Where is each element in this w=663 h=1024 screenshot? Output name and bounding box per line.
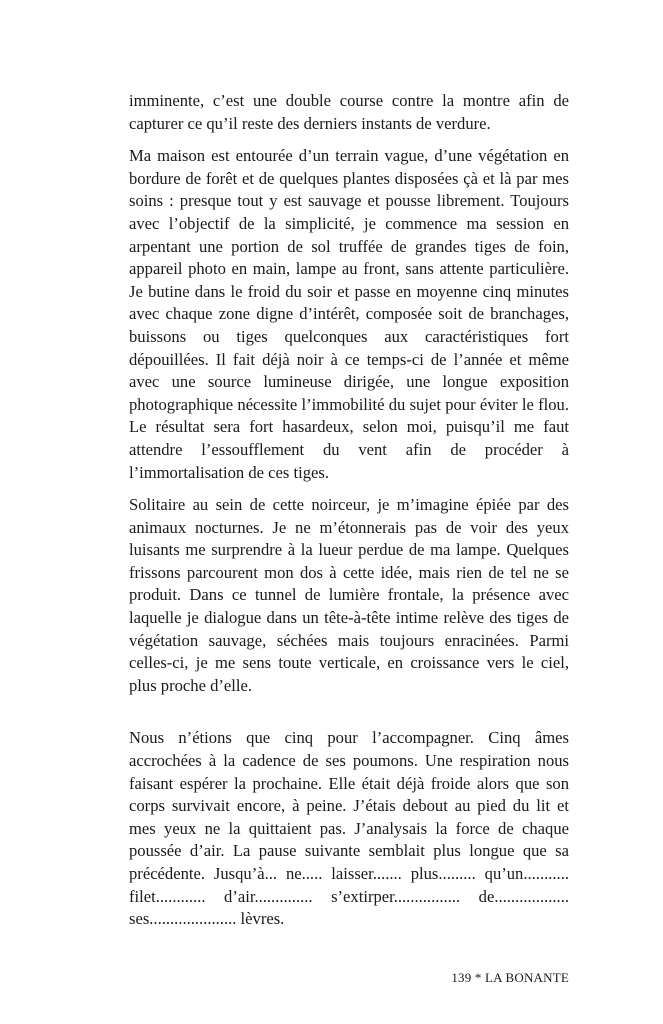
page-body xyxy=(129,90,569,941)
footer-text: 139 * LA BONANTE xyxy=(451,970,569,985)
paragraph-solitude: Solitaire au sein de cette noirceur, je m’imagine épiée par des animaux nocturnes. Je ne m’étonnerais pas de voir des yeux luisants me surprendre à la lueur perdue de ma lampe. Quelques frissons parcourent mon dos à cette idée, mais rien de tel ne se produit. Dans ce tunnel de lumière frontale, la présence avec laquelle je dialogue dans un tête-à-tête intime relève des tiges de végétation sauvage, séchées mais toujours enracinées. Parmi celles-ci, je me sens toute verticale, en croissance vers le ciel, plus proche d’elle. xyxy=(129,495,569,695)
paragraph-breathing: Nous n’étions que cinq pour l’accompagner. Cinq âmes accrochées à la cadence de ses poumons. Une respiration nous faisant espérer la prochaine. Elle était déjà froide alors que son corps survivait encore, à peine. J’étais debout au pied du lit et mes yeux ne la quittaient pas. J’analysais la force de chaque poussée d’air. La pause suivante semblait plus longue que sa précédente. Jusqu’à... ne..... laisser....... plus......... qu’un........... filet............ d’air.............. s’extirper................ de.................. ses..................... lèvres. xyxy=(129,728,569,929)
running-footer xyxy=(451,970,569,986)
paragraph-house: Ma maison est entourée d’un terrain vague, d’une végétation en bordure de forêt et de quelques plantes disposées çà et là par mes soins : presque tout y est sauvage et pousse librement. Toujours avec l’objectif de la simplicité, je commence ma session en arpentant une portion de sol truffée de grandes tiges de foin, appareil photo en main, lampe au front, sans attente particulière. Je butine dans le froid du soir et passe en moyenne cinq minutes avec chaque zone digne d’intérêt, composée soit de branchages, buissons ou tiges quelconques aux caractéristiques fort dépouillées. Il fait déjà noir à ce temps-ci de l’année et même avec une source lumineuse dirigée, une longue exposition photographique nécessite l’immobilité du sujet pour éviter le flou. Le résultat sera fort hasardeux, selon moi, puisqu’il me faut attendre l’essoufflement du vent afin de procéder à l’immortalisation de ces tiges. xyxy=(129,146,569,482)
paragraph-continuation: imminente, c’est une double course contre la montre afin de capturer ce qu’il reste des derniers instants de verdure. xyxy=(129,91,569,133)
